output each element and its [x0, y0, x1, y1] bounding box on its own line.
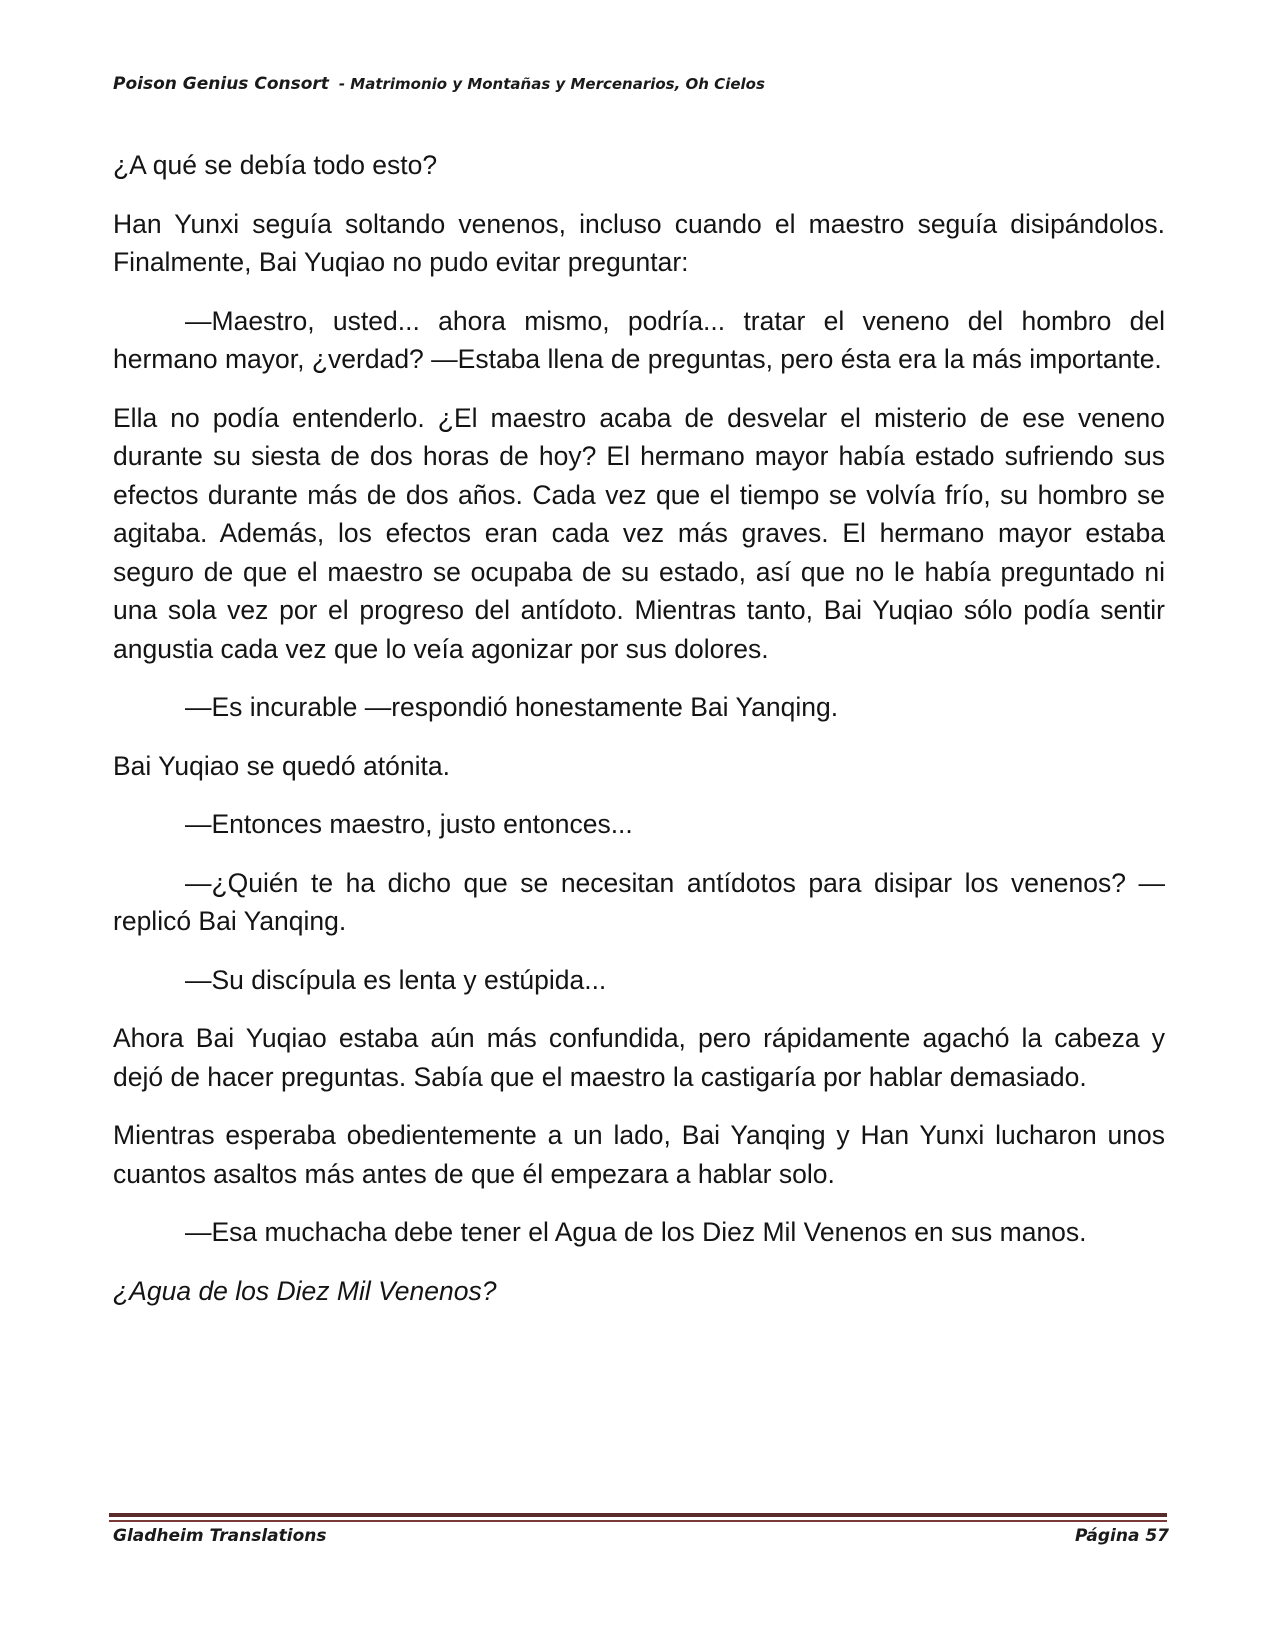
paragraph: —Maestro, usted... ahora mismo, podría... tratar el veneno del hombro del hermano mayor, ¿verdad? —Estaba llena de preguntas, pero ésta era la más importante. — [113, 305, 1165, 374]
page-header — [113, 74, 765, 94]
footer-page-number: Página 57 — [1075, 1526, 1169, 1546]
paragraph: —Su discípula es lenta y estúpida... — [185, 964, 607, 995]
paragraph: Bai Yuqiao se quedó atónita. — [113, 750, 450, 781]
paragraph: —Es incurable —respondió honestamente Bai Yanqing. — [185, 692, 839, 722]
footer-publisher: Gladheim Translations — [113, 1526, 327, 1546]
paragraph: —Esa muchacha debe tener el Agua de los Diez Mil Venenos en sus manos. — [185, 1217, 1087, 1247]
footer-rule-thin — [109, 1520, 1167, 1522]
footer-rule-thick — [109, 1513, 1167, 1517]
paragraph: ¿Agua de los Diez Mil Venenos? — [113, 1275, 497, 1306]
paragraph: Ella no podía entenderlo. ¿El maestro acaba de desvelar el misterio de ese veneno durante su siesta de dos horas de hoy? El hermano mayor había estado sufriendo sus efectos durante más de dos años. Cada vez que el tiempo se volvía frío, su hombro se agitaba. Además, los efectos eran cada vez más graves. El hermano mayor estaba seguro de que el maestro se ocupaba de su estado, así que no le había preguntado ni una sola vez por el progreso del antídoto. Mientras tanto, Bai Yuqiao sólo podía sentir angustia cada vez que lo veía agonizar por sus dolores. — [113, 402, 1165, 664]
paragraph: ¿A qué se debía todo esto? — [113, 150, 438, 180]
paragraph: Mientras esperaba obedientemente a un lado, Bai Yanqing y Han Yunxi lucharon unos cuantos asaltos más antes de que él empezara a hablar solo. — [113, 1120, 1165, 1189]
paragraph: —¿Quién te ha dicho que se necesitan antídotos para disipar los venenos? —replicó Bai Yanqing. — [113, 867, 1165, 936]
paragraph: Ahora Bai Yuqiao estaba aún más confundida, pero rápidamente agachó la cabeza y dejó de hacer preguntas. Sabía que el maestro la castigaría por hablar demasiado. — [113, 1023, 1165, 1092]
body-text — [113, 146, 1165, 1330]
paragraph: —Entonces maestro, justo entonces... — [185, 809, 633, 839]
header-title: Poison Genius Consort — [113, 74, 329, 94]
header-subtitle: - Matrimonio y Montañas y Mercenarios, Oh Cielos — [338, 75, 765, 93]
paragraph: Han Yunxi seguía soltando venenos, incluso cuando el maestro seguía disipándolos. Finalmente, Bai Yuqiao no pudo evitar preguntar: — [113, 208, 1165, 277]
